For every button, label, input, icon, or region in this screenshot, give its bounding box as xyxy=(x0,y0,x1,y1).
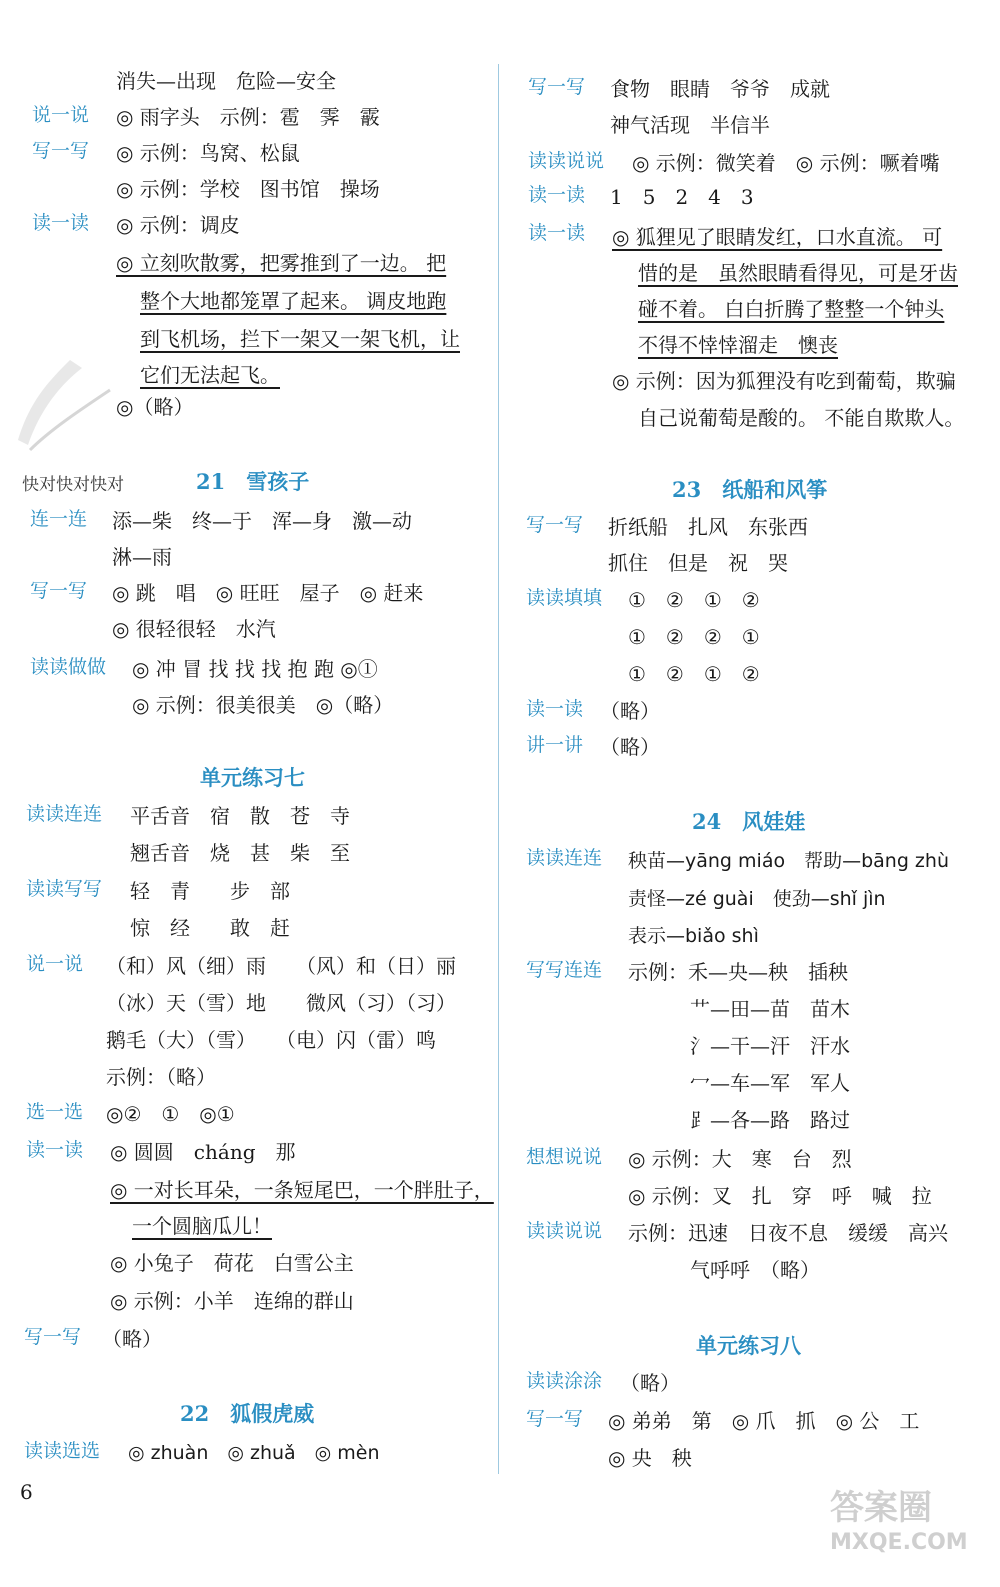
section-label: 读一读 xyxy=(526,698,584,720)
answer-line: ◎ 小兔子 荷花 白雪公主 xyxy=(110,1251,354,1275)
smudge-mark xyxy=(10,350,120,460)
answer-line: 消失—出现 危险—安全 xyxy=(116,69,336,93)
section-label: 读读连连 xyxy=(526,847,603,869)
pinyin-pair: 责怪—zé guài 使劲—shǐ jìn xyxy=(628,888,886,910)
answer-line: 添—柴 终—于 浑—身 激—动 xyxy=(112,509,412,533)
section-label: 写一写 xyxy=(24,1326,82,1348)
answer-line: ① ② ① ② xyxy=(628,662,760,686)
answer-line: 整个大地都笼罩了起来。 调皮地跑 xyxy=(140,289,447,313)
section-label: 读读做做 xyxy=(30,656,107,678)
section-label: 读读连连 xyxy=(26,803,103,825)
answer-line: 自己说葡萄是酸的。 不能自欺欺人。 xyxy=(638,406,965,430)
section-label: 选一选 xyxy=(26,1101,84,1123)
answer-line: ◎ 雨字头 示例：雹 霁 霰 xyxy=(116,105,380,129)
answer-line: ◎ 圆圆 cháng 那 xyxy=(110,1140,296,1164)
answer-line: 鹅毛（大）（雪） （电）闪（雷）鸣 xyxy=(106,1028,436,1052)
answer-line: 它们无法起飞。 xyxy=(140,363,280,387)
answer-line: ◎ zhuàn ◎ zhuǎ ◎ mèn xyxy=(128,1442,380,1464)
answer-line: 神气活现 半信半 xyxy=(610,113,770,137)
lesson-title: 24 风娃娃 xyxy=(692,809,806,834)
answer-line: ◎ 示例：调皮 xyxy=(116,213,240,237)
section-label: 读读说说 xyxy=(528,150,605,172)
watermark-bottom: MXQE.COM xyxy=(830,1530,968,1555)
answer-line: 气呼呼 （略） xyxy=(690,1258,820,1282)
answer-line: ◎ 冲 冒 找 找 找 抱 跑 ◎① xyxy=(132,657,378,681)
section-label: 读一读 xyxy=(528,222,586,244)
answer-line: ① ② ① ② xyxy=(628,588,760,612)
section-label: 写写连连 xyxy=(526,959,603,981)
answer-line: ◎ 示例：叉 扎 穿 呼 喊 拉 xyxy=(628,1184,932,1208)
answer-line: 食物 眼睛 爷爷 成就 xyxy=(610,77,830,101)
section-label: 读读选选 xyxy=(24,1440,101,1462)
answer-line: ◎ 示例：大 寒 台 烈 xyxy=(628,1147,852,1171)
answer-line: ◎ 示例：微笑着 ◎ 示例：噘着嘴 xyxy=(632,151,940,175)
section-label: 讲一讲 xyxy=(526,734,584,756)
answer-line xyxy=(628,922,759,949)
section-label: 读一读 xyxy=(528,184,586,206)
answer-line: 一个圆脑瓜儿！ xyxy=(132,1214,272,1238)
pinyin-pair: 表示—biǎo shì xyxy=(628,925,759,947)
answer-line xyxy=(628,847,949,874)
answer-line: 抓住 但是 祝 哭 xyxy=(608,551,788,575)
answer-line: 轻 青 步 部 xyxy=(130,879,290,903)
section-label: 写一写 xyxy=(526,1408,584,1430)
answer-line: ◎ 示例：鸟窝、松鼠 xyxy=(116,141,300,165)
answer-line: ◎② ① ◎① xyxy=(106,1102,235,1126)
answer-line: （略） xyxy=(600,735,660,759)
unit-title: 单元练习七 xyxy=(200,765,305,790)
section-label: 写一写 xyxy=(32,140,90,162)
column-divider xyxy=(498,64,499,1474)
section-label: 写一写 xyxy=(526,514,584,536)
answer-line: （冰）天（雪）地 微风（习）（习） xyxy=(106,991,456,1015)
section-label: 连一连 xyxy=(30,508,88,530)
section-label: 读读填填 xyxy=(526,587,603,609)
answer-line: 示例：禾—央—秧 插秧 xyxy=(628,960,848,984)
watermark-top: 答案圈 xyxy=(830,1488,932,1528)
answer-line: ◎ 央 秧 xyxy=(608,1446,692,1470)
lesson-title: 22 狐假虎威 xyxy=(180,1401,315,1426)
answer-line: （略） xyxy=(620,1371,680,1395)
answer-line: 到飞机场，拦下一架又一架飞机，让 xyxy=(140,327,460,351)
section-label: 读读涂涂 xyxy=(526,1370,603,1392)
answer-line: （略） xyxy=(600,699,660,723)
answer-line: 淋—雨 xyxy=(112,545,172,569)
section-label: 读一读 xyxy=(26,1139,84,1161)
answer-line: 艹—田—苗 苗木 xyxy=(690,997,850,1021)
lesson-title: 23 纸船和风筝 xyxy=(672,477,828,502)
answer-line: 不得不悻悻溜走 懊丧 xyxy=(638,333,838,357)
answer-line: （和）风（细）雨 （风）和（日）丽 xyxy=(106,954,456,978)
answer-line: ◎ 弟弟 第 ◎ 爪 抓 ◎ 公 工 xyxy=(608,1409,920,1433)
answer-line: ◎ 示例：很美很美 ◎（略） xyxy=(132,693,394,717)
section-label: 写一写 xyxy=(30,580,88,602)
answer-line: ◎ 示例：学校 图书馆 操场 xyxy=(116,177,380,201)
answer-line: ◎ 一对长耳朵，一条短尾巴，一个胖肚子， xyxy=(110,1178,494,1202)
answer-line: 示例：（略） xyxy=(106,1065,216,1089)
section-label: 说一说 xyxy=(26,953,84,975)
section-label: 读读说说 xyxy=(526,1220,603,1242)
section-label: 想想说说 xyxy=(526,1146,603,1168)
answer-line: ◎（略） xyxy=(116,395,194,419)
answer-line: ① ② ② ① xyxy=(628,625,760,649)
answer-line: 翘舌音 烧 甚 柴 至 xyxy=(130,841,350,865)
page-number: 6 xyxy=(20,1480,33,1504)
unit-title: 单元练习八 xyxy=(696,1333,801,1358)
answer-line: 惊 经 敢 赶 xyxy=(130,916,290,940)
answer-line: ◎ 狐狸见了眼睛发红，口水直流。 可 xyxy=(612,225,943,249)
answer-line: 折纸船 扎风 东张西 xyxy=(608,515,808,539)
answer-line xyxy=(628,885,886,912)
answer-line: 碰不着。 白白折腾了整整一个钟头 xyxy=(638,297,945,321)
answer-line: ⻊—各—路 路过 xyxy=(690,1108,850,1132)
pinyin-pair: 秧苗—yāng miáo 帮助—bāng zhù xyxy=(628,850,949,872)
section-label: 写一写 xyxy=(528,76,586,98)
answer-line: ◎ 很轻很轻 水汽 xyxy=(112,617,276,641)
answer-line: 1 5 2 4 3 xyxy=(610,185,754,209)
answer-line: 氵—干—汗 汗水 xyxy=(690,1034,850,1058)
answer-line: ◎ 跳 唱 ◎ 旺旺 屋子 ◎ 赶来 xyxy=(112,581,424,605)
answer-line: ◎ 立刻吹散雾，把雾推到了一边。 把 xyxy=(116,251,447,275)
answer-line: ◎ 示例：因为狐狸没有吃到葡萄，欺骗 xyxy=(612,369,956,393)
answer-line: 冖—车—军 军人 xyxy=(690,1071,850,1095)
answer-line: 示例：迅速 日夜不息 缓缓 高兴 xyxy=(628,1221,948,1245)
lesson-title: 21 雪孩子 xyxy=(196,469,310,494)
section-label: 说一说 xyxy=(32,104,90,126)
watermark-logo xyxy=(830,1480,980,1570)
answer-line: ◎ 示例：小羊 连绵的群山 xyxy=(110,1289,354,1313)
answer-line: 惜的是 虽然眼睛看得见，可是牙齿 xyxy=(638,261,958,285)
section-label: 读一读 xyxy=(32,212,90,234)
section-label: 读读写写 xyxy=(26,878,103,900)
answer-line: （略） xyxy=(102,1327,162,1351)
answer-line: 平舌音 宿 散 苍 寺 xyxy=(130,804,350,828)
quick-answer-caption: 快对快对快对 xyxy=(22,475,124,495)
